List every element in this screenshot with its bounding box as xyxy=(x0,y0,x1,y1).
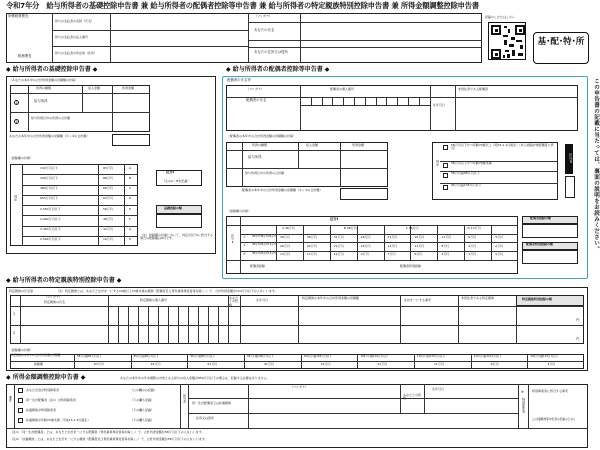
relative-range: 85万円超90万円以下 xyxy=(133,355,159,358)
employer-addr-label: 給与の支払者の所在地（住所） xyxy=(55,51,98,55)
deduction-col-divider xyxy=(464,225,465,260)
relative-digit-divider xyxy=(188,325,189,344)
deduction-spouse-value: 26万円 xyxy=(268,234,277,238)
relative-amounts-label: 控除額 xyxy=(34,362,44,366)
relative-range-divider xyxy=(244,354,245,369)
spouse-category-field[interactable] xyxy=(565,176,575,198)
deduction-col-divider xyxy=(303,225,304,260)
relative-range: 100万円超105万円以下 xyxy=(303,355,332,358)
adjust-requirements-label: 要件 xyxy=(8,396,13,402)
spouse-income-field-2[interactable] xyxy=(341,169,387,186)
adjust-option-label: あなた自身が特別障害者 xyxy=(26,387,60,392)
relative-digit-divider xyxy=(128,325,129,344)
spouse-furigana: （フリガナ） xyxy=(246,87,264,91)
deduction-col-divider xyxy=(330,225,331,260)
adjust-note-1: （注1）「同一生計配偶者」とは、あなたと生計を一にする配偶者（青色事業専従者等を除く。）で、合計所得金額が58万円以下の人をいいます。 xyxy=(10,430,205,434)
your-addr-label: あなたの住所又は居所 xyxy=(254,50,288,54)
adjust-birth-col: 生年月日 xyxy=(432,387,445,391)
relative-row-1-field[interactable] xyxy=(21,307,107,324)
relative-range-divider xyxy=(301,354,302,369)
deduction-col-head: A 48万円 xyxy=(282,226,295,230)
deduction-col-head: C 26万円 xyxy=(405,226,419,230)
judge-divider xyxy=(440,171,558,172)
relative-digit-divider xyxy=(178,325,179,344)
adjust-relation-col: あなたとの続柄 xyxy=(403,393,422,401)
relative-range: 120万円超123万円以下 xyxy=(530,355,559,358)
adjust-option-note: （□の欄のみ記載） xyxy=(130,387,157,392)
bracket-divider xyxy=(22,205,138,206)
deduction-spouse-value: 13万円 xyxy=(268,243,277,246)
relative-range: 90万円超95万円以下 xyxy=(190,355,216,358)
relative-amount: 6万円 xyxy=(490,362,499,366)
relative-deduction-calc-label: 〈控除額の計算〉 xyxy=(9,348,34,352)
deduction-spouse-value: 48万円 xyxy=(252,234,261,238)
basic-deduction-calc-label: 〈控除額の計算〉 xyxy=(9,156,34,160)
form-stamp xyxy=(533,32,589,64)
adjust-disability-option[interactable]: □ 扶養親族等申告書の記載のとおり xyxy=(532,417,576,421)
relative-digit-divider xyxy=(128,306,129,325)
digit-divider xyxy=(419,97,420,105)
basic-income-field-1[interactable] xyxy=(113,94,149,111)
relative-digit-divider xyxy=(118,306,119,325)
relative-digit-divider xyxy=(158,325,159,344)
relative-amount: 41万円 xyxy=(264,362,274,366)
judge-checkbox[interactable] xyxy=(443,145,448,150)
adjust-note: あなたの本年中の年末調整の対象となる給与の収入金額が850万円以下の場合は、記載する必要はありません。 xyxy=(120,376,270,380)
deduction-special-value: 12万円 xyxy=(306,252,317,256)
deduction-special-value: 11万円 xyxy=(441,235,452,239)
digit-divider xyxy=(343,97,344,105)
deduction-special-value: 31万円 xyxy=(333,235,344,239)
basic-deduction-amount-label: 基礎控除の額 xyxy=(164,206,183,210)
spouse-name: 配偶者の氏名 xyxy=(246,98,267,102)
bracket-range: 132万円以下 xyxy=(40,165,58,170)
relative-digit-divider xyxy=(208,306,209,325)
relative-range: 58万円超85万円以下 xyxy=(77,355,102,358)
basic-col-income: 所得金額 xyxy=(122,86,135,90)
spouse-deduction-field[interactable] xyxy=(522,224,578,238)
relative-amount: 3万円 xyxy=(547,362,556,366)
deduction-special-value: 4万円 xyxy=(441,252,450,256)
relative-digit-divider xyxy=(208,325,209,344)
relative-range-divider xyxy=(414,354,415,369)
relative-digit-divider xyxy=(188,306,189,325)
spouse-table-category-2: 区分Ⅱ xyxy=(230,234,235,244)
adjust-check-mark: ※ xyxy=(521,390,524,394)
relative-amount: 61万円 xyxy=(150,362,161,366)
deduction-special-value: 14万円 xyxy=(387,243,398,248)
adjust-furigana: （フリガナ） xyxy=(290,385,308,389)
bracket-amount: 88万円 xyxy=(103,175,113,180)
basic-category-box xyxy=(156,170,202,186)
deduction-col-divider xyxy=(357,225,358,260)
deduction-special-value: 6万円 xyxy=(468,235,477,239)
bracket-range: 2,450万円以下 xyxy=(40,227,61,232)
bracket-code: C xyxy=(129,186,132,191)
bracket-range: 655万円以下 xyxy=(40,196,58,201)
digit-divider xyxy=(386,97,387,105)
deduction-special-value: 4万円 xyxy=(468,243,477,248)
basic-section-title: ◆ 給与所得者の基礎控除申告書 ◆ xyxy=(6,66,98,73)
relative-col-nonres: 非居住者である特定親族 xyxy=(461,296,495,300)
adjust-option-checkbox[interactable] xyxy=(18,398,23,403)
deduction-row-label: ① xyxy=(243,234,246,239)
deduction-special-value: 21万円 xyxy=(387,235,398,239)
bracket-amount: 63万円 xyxy=(103,196,113,201)
relative-col-remit: 生計を一にする事実 xyxy=(404,298,432,302)
bracket-code: A xyxy=(129,165,132,170)
bracket-amount: 58万円 xyxy=(103,206,113,211)
employer-corp-field[interactable] xyxy=(112,32,246,45)
digit-divider xyxy=(322,97,323,105)
judge-option-label: 58万円以下かつ年齢70歳以上（昭31.1.1以前生）（老人控除対象配偶者に該当） xyxy=(451,143,554,151)
adjust-name-field[interactable] xyxy=(250,399,398,412)
adjust-disability-fact: 特別障害者に該当する事実 xyxy=(532,389,569,393)
your-addr-field[interactable] xyxy=(302,48,480,62)
spouse-special-field[interactable] xyxy=(522,250,578,264)
spouse-col-income: 所得金額 xyxy=(352,143,365,147)
relative-range-divider xyxy=(527,354,528,369)
deduction-spouse-value: 38万円 xyxy=(260,234,269,238)
relative-digit-divider xyxy=(148,325,149,344)
deduction-special-value: 16万円 xyxy=(414,235,425,239)
relative-range-divider xyxy=(357,354,358,369)
relative-digit-divider xyxy=(168,306,169,325)
relative-digit-divider xyxy=(178,306,179,325)
relative-row-2: 2 xyxy=(13,331,16,335)
employer-corp-label: 給与の支払者の法人番号 xyxy=(55,35,89,39)
deduction-special-value: 3万円 xyxy=(495,235,504,239)
basic-deduction-field[interactable] xyxy=(156,214,202,228)
bracket-amount: 48万円 xyxy=(103,216,113,221)
digit-divider xyxy=(397,97,398,105)
basic-row1-label: 給与所得 xyxy=(34,99,48,103)
employer-name-field[interactable] xyxy=(112,15,246,29)
adjust-person-label: 該当者 xyxy=(182,394,187,403)
judge-divider xyxy=(440,161,558,162)
relative-amount: 63万円 xyxy=(94,362,104,366)
relative-digit-divider xyxy=(118,325,119,344)
deduction-col-head: B 38万円 xyxy=(343,226,357,230)
relative-digit-divider xyxy=(148,306,149,325)
spouse-individual-number: 配偶者の個人番号 xyxy=(330,87,355,91)
your-name-field[interactable] xyxy=(302,23,480,39)
relative-digit-divider xyxy=(138,325,139,344)
digit-divider xyxy=(408,97,409,105)
deduction-spouse-value: 26万円 xyxy=(260,243,269,246)
basic-category-note: （左のA～Hを記載） xyxy=(162,179,191,183)
basic-category-label: 区分Ⅰ xyxy=(166,170,175,174)
row-number: 1 xyxy=(15,101,18,105)
relative-note: （注）特定親族とは、あなたと生計を一にする19歳以上23歳未満の親族（配偶者及び青色事業専従者等を除く。）で、合計所得金額が123万円以下の人をいいます。 xyxy=(56,289,278,293)
relative-section-title: ◆ 給与所得者の特定親族特別控除申告書 ◆ xyxy=(6,277,122,284)
bracket-code: G xyxy=(129,227,132,232)
bracket-code: F xyxy=(129,216,131,221)
relative-col-name: 特定親族の氏名 xyxy=(44,300,66,304)
deduction-special-value: 8万円 xyxy=(441,243,450,248)
bracket-range: 336万円以下 xyxy=(40,175,58,180)
bracket-code: D xyxy=(129,196,132,201)
digit-divider xyxy=(376,97,377,105)
relative-range-divider xyxy=(131,354,132,369)
instructions-side-text: この申告書の記載に当たっては、裏面の説明をお読みください。 xyxy=(593,78,599,252)
adjust-disability-label: 特別障害者 xyxy=(521,398,526,413)
spouse-total-field[interactable] xyxy=(340,188,388,200)
relative-col-number: 特定親族の個人番号 xyxy=(140,298,168,302)
adjust-option-label: 扶養親族が年齢23歳未満（平成15.1.2以後生） xyxy=(26,417,91,422)
deduction-special-value: 18万円 xyxy=(360,243,371,248)
relative-range: 115万円超120万円以下 xyxy=(473,355,502,358)
spouse-special-label: 配偶者特別控除の額 xyxy=(526,242,554,246)
adjust-option-label: 同一生計配偶者（注1）が特別障害者 xyxy=(26,397,76,402)
spouse-income-field-1[interactable] xyxy=(341,151,387,167)
deduction-col-divider xyxy=(384,225,385,260)
spouse-section-title: ◆ 給与所得者の配偶者控除等申告書 ◆ xyxy=(226,66,330,73)
employer-addr-field[interactable] xyxy=(112,48,246,62)
basic-col-revenue: 収入金額 xyxy=(88,86,101,90)
deduction-special-value: 36万円 xyxy=(306,235,317,239)
adjust-name-row: 同一生計配偶者又は扶養親族 xyxy=(192,401,232,405)
relative-range: 110万円超115万円以下 xyxy=(417,355,446,358)
bracket-code: B xyxy=(129,175,132,180)
bracket-range: 2,500万円以下 xyxy=(40,237,61,242)
relative-range-divider xyxy=(471,354,472,369)
spouse-name-label: 配偶者の氏名等 xyxy=(227,78,251,82)
deduction-special-value: 26万円 xyxy=(360,235,371,239)
qr-caption: 記載のしかたはこちら xyxy=(485,15,516,19)
relative-amount: 21万円 xyxy=(377,362,388,366)
spouse-footer-2: 配偶者特別控除 xyxy=(400,264,422,268)
adjust-option-checkbox[interactable] xyxy=(18,388,23,393)
bracket-range: 489万円以下 xyxy=(40,186,58,191)
deduction-spouse-value: 26万円 xyxy=(260,251,269,255)
deduction-special-value: 7万円 xyxy=(387,252,396,256)
your-name-label: あなたの氏名 xyxy=(254,28,275,32)
deduction-special-value: 26万円 xyxy=(280,243,290,248)
adjust-option-checkbox[interactable] xyxy=(18,418,23,423)
relative-col-relation: あなたとの続柄 xyxy=(229,296,239,307)
deduction-special-value: 2万円 xyxy=(468,252,477,256)
spouse-deduction-label: 配偶者控除の額 xyxy=(530,216,552,220)
basic-total-label: あなたの本年中の合計所得金額の見積額（①＋②の合計額） xyxy=(9,134,90,138)
deduction-row-label: ③ xyxy=(243,251,246,256)
spouse-col-income-type: 所得の種類 xyxy=(252,143,268,147)
deduction-special-value: 6万円 xyxy=(414,252,423,256)
deduction-special-value: 13万円 xyxy=(280,252,290,256)
bracket-code: E xyxy=(129,206,131,211)
spouse-col-revenue: 収入金額 xyxy=(306,143,319,147)
relative-digit-divider xyxy=(138,306,139,325)
basic-total-field[interactable] xyxy=(112,134,150,146)
judge-checkbox[interactable] xyxy=(443,163,448,168)
basic-income-field-2[interactable] xyxy=(113,113,149,131)
deduction-spouse-value: 38万円 xyxy=(252,251,261,255)
row-number: 2 xyxy=(15,120,18,124)
spouse-birth-label: 生年月日 xyxy=(433,103,446,107)
relative-col-birth: 生年月日 xyxy=(256,298,269,302)
deduction-special-value: 11万円 xyxy=(414,243,425,248)
judge-divider xyxy=(440,183,558,184)
spouse-table-category: 区分Ⅰ xyxy=(330,217,339,221)
relative-amount: 31万円 xyxy=(320,362,331,366)
spouse-resident-label: 非居住者である配偶者 xyxy=(458,87,489,91)
adjust-residence-label: 住所又は居所 xyxy=(196,416,215,420)
adjust-address-field[interactable] xyxy=(250,414,516,427)
judge-checkbox[interactable] xyxy=(443,173,448,178)
tax-office-label: 所轄税務署長 xyxy=(8,14,29,18)
digit-divider xyxy=(311,97,312,105)
deduction-special-value: 9万円 xyxy=(360,252,369,256)
deduction-special-value: 21万円 xyxy=(333,243,344,248)
relative-digit-divider xyxy=(218,306,219,325)
bracket-amount: 16万円 xyxy=(103,237,113,242)
bracket-amount: 32万円 xyxy=(103,227,113,232)
stamp-text: 基･配･特･所 xyxy=(537,37,585,47)
relative-col-deduction: 特定親族特別控除の額 xyxy=(522,297,553,301)
relative-row-1-yen: 円 xyxy=(576,318,580,322)
spouse-footer-1: 配偶者控除 xyxy=(250,264,266,268)
relative-amount: 51万円 xyxy=(207,362,218,366)
adjust-option-note: （下の欄も記載） xyxy=(130,417,155,422)
relative-digit-divider xyxy=(198,325,199,344)
relative-digit-divider xyxy=(168,325,169,344)
spouse-judge-label: 判定 xyxy=(435,160,440,166)
relative-col-income: 特定親族の本年中の合計所得金額の見積額 xyxy=(302,296,360,300)
spouse-category-label: 区分Ⅱ xyxy=(565,144,573,174)
basic-deduction-note: （注）控除額の計算において、判定が区分Ⅰに該当する場合の控除額は0円です。 xyxy=(140,233,213,241)
bracket-amount: 68万円 xyxy=(103,186,113,191)
bracket-range: 2,400万円以下 xyxy=(40,216,61,221)
deduction-special-value: 2万円 xyxy=(495,243,504,248)
adjust-section-title: ◆ 所得金額調整控除申告書 ◆ xyxy=(6,374,86,381)
digit-divider xyxy=(365,97,366,105)
judge-option-label: 58万円超95万円以下 xyxy=(451,171,480,175)
qr-code-icon[interactable] xyxy=(488,22,526,60)
spouse-income-calc-label: 〈配偶者の本年中の合計所得金額の見積額の計算〉 xyxy=(227,134,297,138)
adjust-option-note: （下の欄も記載） xyxy=(130,407,155,412)
digit-bottom xyxy=(300,105,430,106)
relative-row-2-yen: 円 xyxy=(576,337,580,341)
deduction-spouse-value: 38万円 xyxy=(252,243,261,246)
judge-checkbox[interactable] xyxy=(443,185,448,190)
page-title: 令和7年分 給与所得者の基礎控除申告書 兼 給与所得者の配偶者控除等申告書 兼 給与所得者の特定親族特別控除申告書 兼 所得金額調整控除申告書 xyxy=(6,1,479,10)
basic-row2-label: 給与所得以外の所得の合計額 xyxy=(31,116,71,120)
basic-income-calc-label: 〈あなたの本年中の合計所得金額の見積額の計算〉 xyxy=(9,78,79,82)
bracket-range: 2,350万円以下 xyxy=(40,206,61,211)
spouse-row1-label: 給与所得 xyxy=(248,155,262,159)
digit-divider xyxy=(354,97,355,105)
deduction-col-divider xyxy=(437,225,438,260)
deduction-special-value: 38万円 xyxy=(280,235,290,239)
relative-range: 95万円超100万円以下 xyxy=(247,355,274,358)
relative-furigana: （フリガナ） xyxy=(44,295,62,299)
relative-row-1: 1 xyxy=(13,312,16,316)
relative-digit-divider xyxy=(158,306,159,325)
deduction-col-head: D 13万円 xyxy=(467,226,481,230)
bracket-amount: 95万円 xyxy=(103,165,113,170)
relative-digit-divider xyxy=(198,306,199,325)
relative-name-label: 特定親族の氏名等 xyxy=(9,289,34,293)
deduction-spouse-value: 13万円 xyxy=(268,251,277,255)
adjust-option-checkbox[interactable] xyxy=(18,408,23,413)
spouse-row2-label: 給与所得以外の所得の合計額 xyxy=(245,171,285,175)
relative-range: 105万円超110万円以下 xyxy=(360,355,389,358)
digit-divider xyxy=(332,97,333,105)
furigana-label: （フリガナ） xyxy=(254,14,272,18)
relative-digit-divider xyxy=(218,325,219,344)
spouse-total-label: 配偶者の本年中の合計所得金額の見積額（①＋②の合計額） xyxy=(242,188,323,192)
adjust-option-label: 扶養親族が特別障害者 xyxy=(26,407,57,412)
spouse-deduction-calc-label: 〈控除額の計算〉 xyxy=(227,209,252,213)
deduction-col-divider xyxy=(491,225,492,260)
relative-range-divider xyxy=(187,354,188,369)
basic-col-income-type: 所得の種類 xyxy=(36,86,52,90)
basic-judge-label: 判定 xyxy=(13,195,18,201)
adjust-option-note: （下の欄も記載） xyxy=(130,397,155,402)
judge-option-label: 95万円超133万円以下 xyxy=(451,183,482,187)
employer-name-label: 給与の支払者の名称（氏名） xyxy=(55,19,95,23)
tax-office-suffix: 税務署長 xyxy=(18,54,32,58)
deduction-special-value: 11万円 xyxy=(333,252,344,256)
judge-option-label: 58万円以下かつ年齢70歳未満 xyxy=(451,161,492,165)
bracket-code: H xyxy=(129,237,132,242)
deduction-special-value: 1万円 xyxy=(495,252,504,256)
relative-amount: 11万円 xyxy=(434,362,444,366)
deduction-row-label: ② xyxy=(243,243,246,247)
adjust-note-2: （注2）「扶養親族」とは、あなたと生計を一にする親族（配偶者及び青色事業専従者等を除く。）で、合計所得金額が58万円以下の人をいいます。 xyxy=(10,437,208,441)
relative-range-label: 特定親族の本年中の合計所得金額の見積額 xyxy=(11,354,61,357)
deduction-special-value: 24万円 xyxy=(306,243,317,248)
relative-row-2-field[interactable] xyxy=(21,326,107,343)
